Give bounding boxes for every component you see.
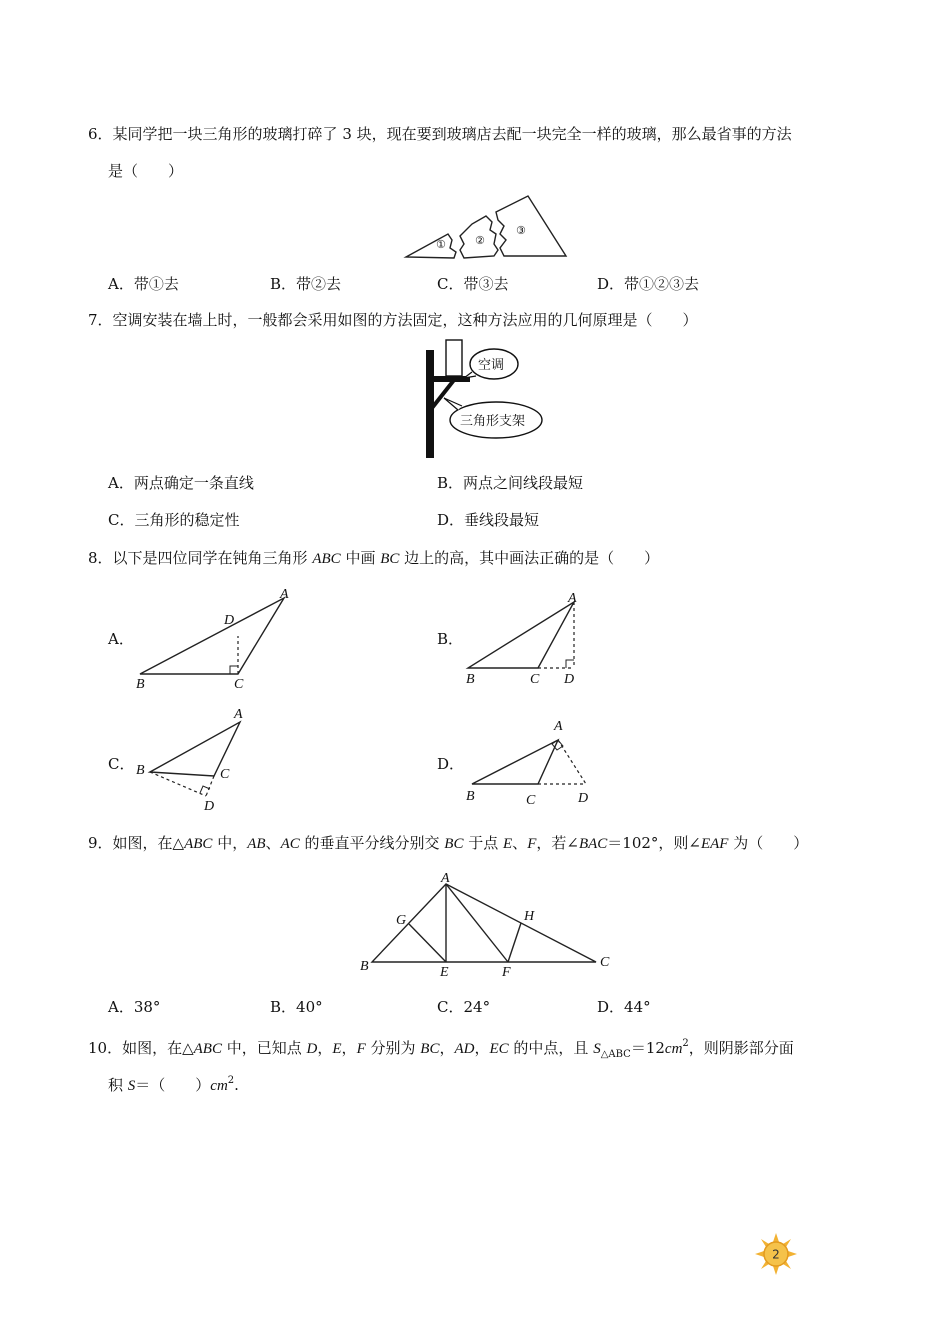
q8-stem: 8．以下是四位同学在钝角三角形 ABC 中画 BC 边上的高，其中画法正确的是（ ） xyxy=(88,549,660,567)
q8-option-d-letter: D． xyxy=(437,755,465,773)
q7-stem: 7．空调安装在墙上时，一般都会采用如图的方法固定，这种方法应用的几何原理是（ ） xyxy=(88,311,698,329)
svg-text:G: G xyxy=(396,913,407,928)
q8-option-c-letter: C． xyxy=(108,755,135,773)
q8-figure-a xyxy=(130,584,300,694)
svg-text:D: D xyxy=(578,791,589,806)
q7-air-conditioner-figure xyxy=(420,340,550,462)
page-number: 2 xyxy=(772,1247,780,1262)
svg-text:B: B xyxy=(360,959,369,974)
q6-option-c: C．带③去 xyxy=(437,275,509,293)
q7-option-b: B．两点之间线段最短 xyxy=(437,474,584,492)
svg-text:D: D xyxy=(204,799,215,814)
q6-label-1: ① xyxy=(436,238,446,251)
q6-option-a: A．带①去 xyxy=(108,275,179,293)
svg-text:A: A xyxy=(554,719,563,734)
q8-figure-d xyxy=(460,714,600,814)
svg-text:A: A xyxy=(441,871,450,886)
svg-text:E: E xyxy=(440,965,449,980)
q6-label-2: ② xyxy=(475,234,485,247)
svg-text:C: C xyxy=(530,672,540,687)
q9-option-c: C．24° xyxy=(437,998,491,1016)
svg-text:C: C xyxy=(526,793,536,808)
q8-option-b-letter: B． xyxy=(437,630,464,648)
q6-option-d: D．带①②③去 xyxy=(597,275,700,293)
q6-stem-line2: 是（ ） xyxy=(108,162,184,180)
q7-option-c: C．三角形的稳定性 xyxy=(108,511,240,529)
q7-option-d: D．垂线段最短 xyxy=(437,511,540,529)
svg-text:F: F xyxy=(502,965,511,980)
svg-text:A: A xyxy=(234,707,243,722)
q6-stem-line1: 6．某同学把一块三角形的玻璃打碎了 3 块，现在要到玻璃店去配一块完全一样的玻璃，那么最省事的方法 xyxy=(88,125,792,143)
svg-text:C: C xyxy=(600,955,610,970)
svg-text:B: B xyxy=(136,677,145,692)
q8-figure-b xyxy=(460,588,590,693)
svg-text:A: A xyxy=(568,591,577,606)
svg-text:B: B xyxy=(136,763,145,778)
svg-text:B: B xyxy=(466,672,475,687)
q6-broken-glass-figure xyxy=(400,190,590,265)
q7-label-bracket: 三角形支架 xyxy=(460,414,526,429)
svg-text:B: B xyxy=(466,789,475,804)
svg-text:H: H xyxy=(524,909,535,924)
svg-text:D: D xyxy=(224,613,235,628)
q8-option-a-letter: A． xyxy=(108,630,134,648)
q9-option-d: D．44° xyxy=(597,998,651,1016)
q9-option-b: B．40° xyxy=(270,998,323,1016)
q10-stem-line2: 积 S＝（ ）$cm^2$. xyxy=(108,1075,239,1094)
q8-figure-c xyxy=(130,704,260,819)
q6-option-b: B．带②去 xyxy=(270,275,342,293)
svg-text:D: D xyxy=(564,672,575,687)
q10-stem-line1: 10．如图，在△ABC 中，已知点 D，E，F 分别为 BC，AD，EC 的中点，且 $S_{\triangle ABC}=12cm^2$，则阴影部分面 xyxy=(88,1038,794,1060)
q9-option-a: A．38° xyxy=(108,998,161,1016)
svg-text:C: C xyxy=(220,767,230,782)
q6-label-3: ③ xyxy=(516,224,526,237)
page-number-sun-badge xyxy=(754,1232,798,1276)
q9-figure xyxy=(350,866,620,981)
q7-option-a: A．两点确定一条直线 xyxy=(108,474,254,492)
svg-text:A: A xyxy=(280,587,289,602)
svg-text:C: C xyxy=(234,677,244,692)
q7-label-ac: 空调 xyxy=(478,358,505,373)
q9-stem: 9．如图，在△ABC 中，AB、AC 的垂直平分线分别交 BC 于点 E、F，若∠BAC＝102°，则∠EAF 为（ ） xyxy=(88,834,809,852)
